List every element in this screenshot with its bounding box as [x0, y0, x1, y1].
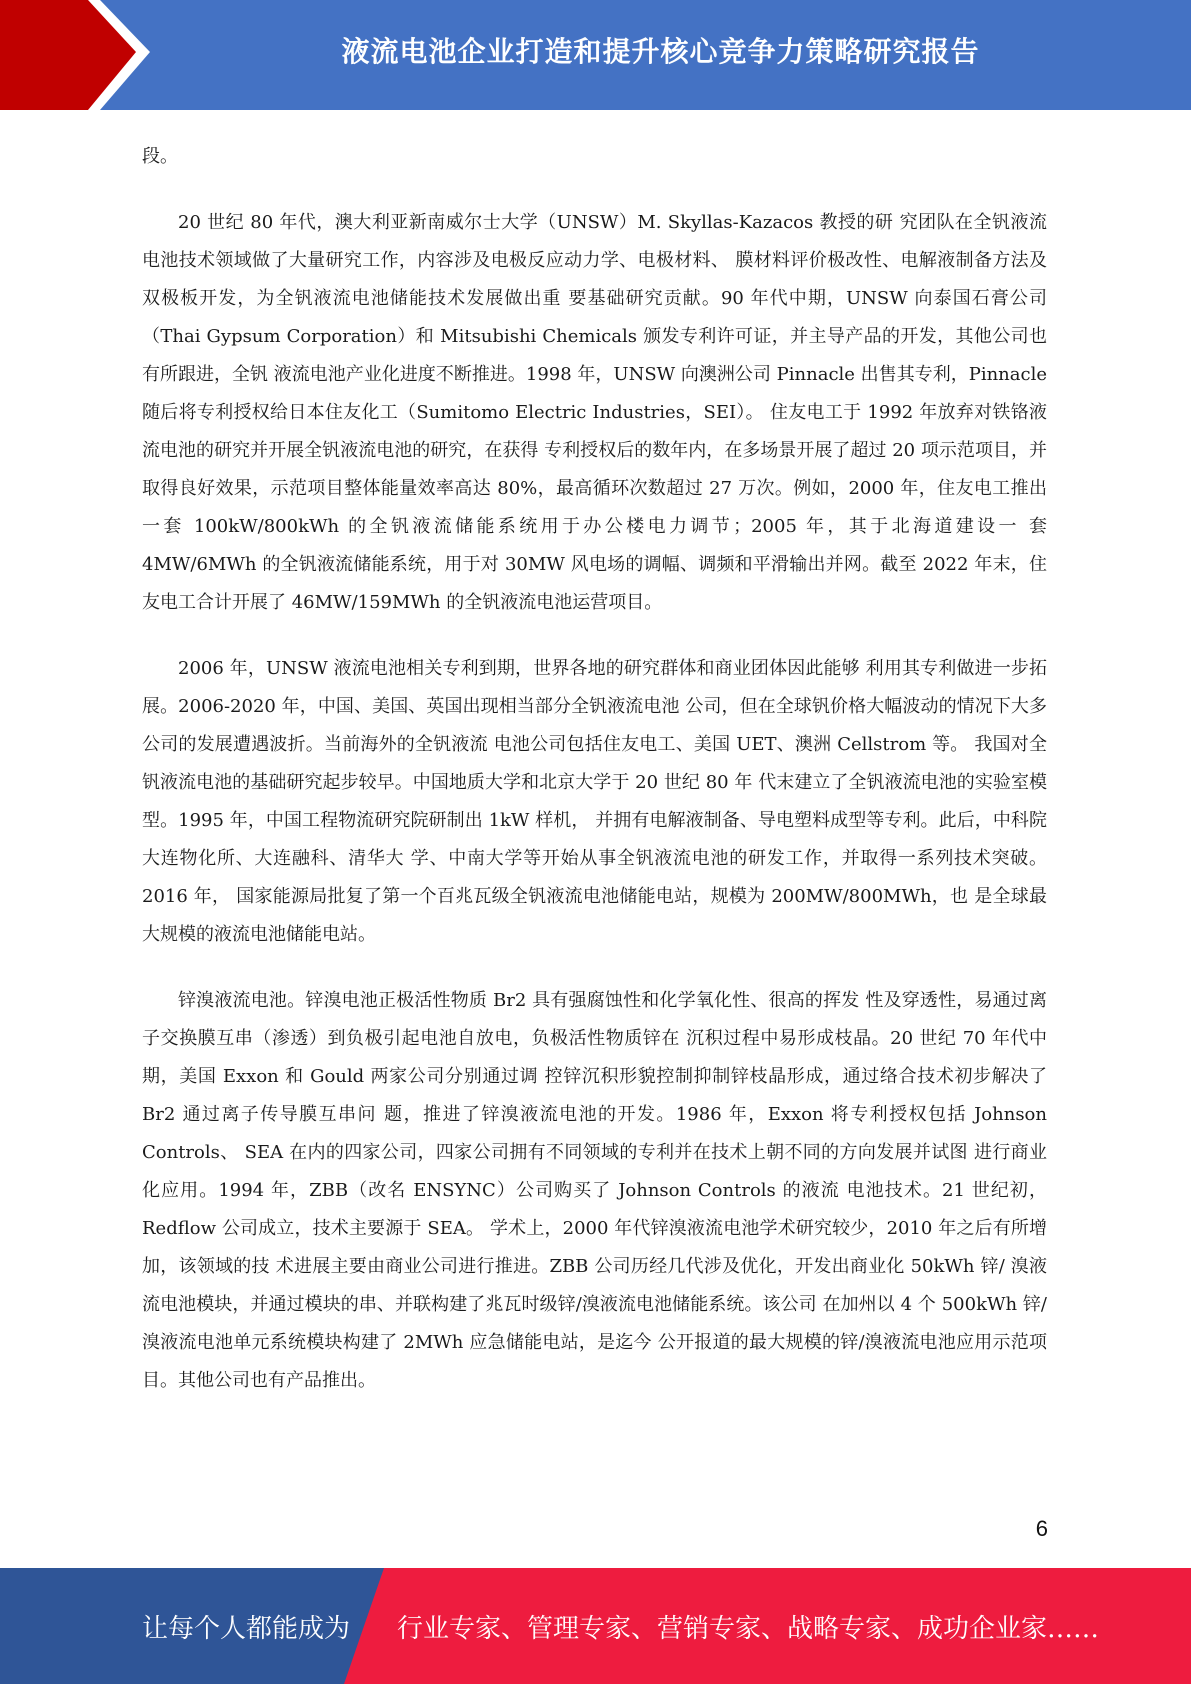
page-number: 6	[1035, 1516, 1048, 1541]
page-header	[0, 0, 1191, 110]
paragraph-vanadium-china: 2006 年，UNSW 液流电池相关专利到期，世界各地的研究群体和商业团体因此能够 利用其专利做进一步拓展。2006-2020 年，中国、美国、英国出现相当部分全钒液流电池 公司，但在全球钒价格大幅波动的情况下大多公司的发展遭遇波折。当前海外的全钒液流 电池公司包括住友电工、美国 UET、澳洲 Cellstrom 等。 我国对全钒液流电池的基础研究起步较早。中国地质大学和北京大学于 20 世纪 80 年 代末建立了全钒液流电池的实验室模型。1995 年，中国工程物流研究院研制出 1kW 样机， 并拥有电解液制备、导电塑料成型等专利。此后，中科院大连物化所、大连融科、清华大 学、中南大学等开始从事全钒液流电池的研发工作，并取得一系列技术突破。2016 年， 国家能源局批复了第一个百兆瓦级全钒液流电池储能电站，规模为 200MW/800MWh，也 是全球最大规模的液流电池储能电站。	[142, 658, 1047, 945]
paragraph-continuation: 段。	[142, 146, 178, 167]
footer-slogan-right: 行业专家、管理专家、营销专家、战略专家、成功企业家……	[397, 1613, 1100, 1644]
header-arrow-decoration	[0, 0, 160, 110]
paragraph-vanadium-history: 20 世纪 80 年代，澳大利亚新南威尔士大学（UNSW）M. Skyllas-Kazacos 教授的研 究团队在全钒液流电池技术领域做了大量研究工作，内容涉及电极反应动力学、电极材料、 膜材料评价极改性、电解液制备方法及双极板开发，为全钒液流电池储能技术发展做出重 要基础研究贡献。90 年代中期，UNSW 向泰国石膏公司（Thai Gypsum Corporation）和 Mitsubishi Chemicals 颁发专利许可证，并主导产品的开发，其他公司也有所跟进，全钒 液流电池产业化进度不断推进。1998 年，UNSW 向澳洲公司 Pinnacle 出售其专利，Pinnacle 随后将专利授权给日本住友化工（Sumitomo Electric Industries，SEI）。 住友电工于 1992 年放弃对铁铬液流电池的研究并开展全钒液流电池的研究，在获得 专利授权后的数年内，在多场景开展了超过 20 项示范项目，并取得良好效果，示范项目整体能量效率高达 80%，最高循环次数超过 27 万次。例如，2000 年，住友电工推出一套 100kW/800kWh 的全钒液流储能系统用于办公楼电力调节；2005 年，其于北海道建设一 套 4MW/6MWh 的全钒液流储能系统，用于对 30MW 风电场的调幅、调频和平滑输出并网。截至 2022 年末，住友电工合计开展了 46MW/159MWh 的全钒液流电池运营项目。	[142, 212, 1047, 613]
document-body	[142, 138, 1047, 1428]
report-title: 液流电池企业打造和提升核心竞争力策略研究报告	[341, 35, 980, 68]
page-footer	[0, 1568, 1191, 1684]
paragraph-zinc-bromine: 锌溴液流电池。锌溴电池正极活性物质 Br2 具有强腐蚀性和化学氧化性、很高的挥发 性及穿透性，易通过离子交换膜互串（渗透）到负极引起电池自放电，负极活性物质锌在 沉积过程中易形成枝晶。20 世纪 70 年代中期，美国 Exxon 和 Gould 两家公司分别通过调 控锌沉积形貌控制抑制锌枝晶形成，通过络合技术初步解决了 Br2 通过离子传导膜互串问 题，推进了锌溴液流电池的开发。1986 年，Exxon 将专利授权包括 Johnson Controls、 SEA 在内的四家公司，四家公司拥有不同领域的专利并在技术上朝不同的方向发展并试图 进行商业化应用。1994 年，ZBB（改名 ENSYNC）公司购买了 Johnson Controls 的液流 电池技术。21 世纪初，Redflow 公司成立，技术主要源于 SEA。 学术上，2000 年代锌溴液流电池学术研究较少，2010 年之后有所增加，该领域的技 术进展主要由商业公司进行推进。ZBB 公司历经几代涉及优化，开发出商业化 50kWh 锌/ 溴液流电池模块，并通过模块的串、并联构建了兆瓦时级锌/溴液流电池储能系统。该公司 在加州以 4 个 500kWh 锌/溴液流电池单元系统模块构建了 2MWh 应急储能电站，是迄今 公开报道的最大规模的锌/溴液流电池应用示范项目。其他公司也有产品推出。	[142, 990, 1047, 1391]
footer-slogan-left: 让每个人都能成为	[142, 1613, 351, 1644]
